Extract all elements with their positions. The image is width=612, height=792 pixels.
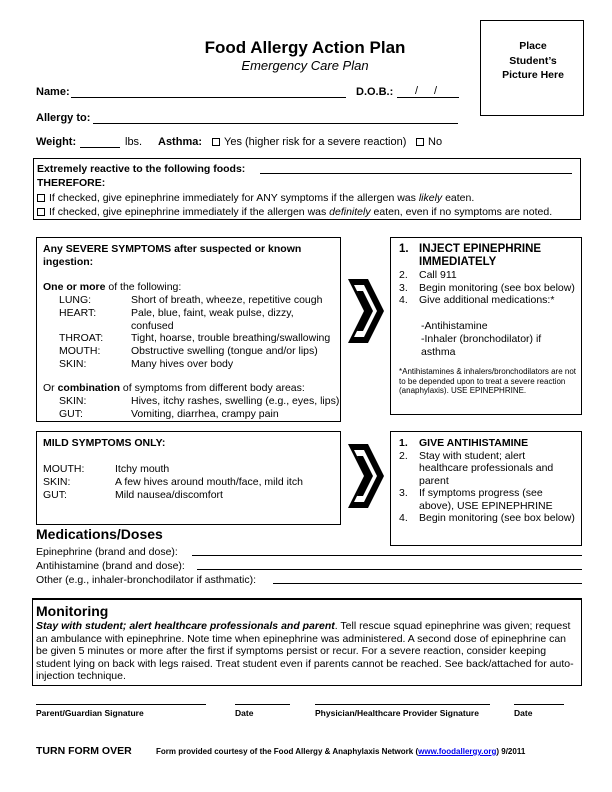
monitoring-box xyxy=(32,598,582,686)
arrow-right-icon xyxy=(344,273,388,349)
symptom-area: MOUTH: xyxy=(43,463,85,475)
one-or-more-bold: One or more xyxy=(43,281,106,293)
combination-c: of symptoms from different body areas: xyxy=(120,382,305,394)
symptom-area: GUT: xyxy=(43,489,67,501)
weight-label: Weight: xyxy=(36,136,77,148)
step-number: 2. xyxy=(399,449,408,462)
asthma-yes-option[interactable] xyxy=(212,136,406,149)
courtesy-line xyxy=(156,747,525,756)
symptom-desc: A few hives around mouth/face, mild itch xyxy=(115,476,303,488)
asthma-yes-label: Yes (higher risk for a severe reaction) xyxy=(224,136,407,148)
symptom-desc: Short of breath, wheeze, repetitive cough xyxy=(131,294,323,306)
definitely-text-b: eaten, even if no symptoms are noted. xyxy=(370,206,553,218)
symptom-desc: Pale, blue, faint, weak pulse, dizzy, confused xyxy=(131,307,294,332)
step-number: 3. xyxy=(399,281,408,294)
mild-symptoms-box xyxy=(36,431,341,525)
action-step xyxy=(399,437,575,450)
one-or-more-rest: of the following: xyxy=(105,281,182,293)
asthma-no-label: No xyxy=(428,136,443,148)
monitoring-lead: Stay with student; alert healthcare professionals and parent xyxy=(36,620,335,632)
allergy-label: Allergy to: xyxy=(36,112,91,124)
definitely-text-a: If checked, give epinephrine immediately if the allergen was xyxy=(49,206,330,218)
definitely-checkbox[interactable] xyxy=(37,208,45,216)
other-medication-label: Other (e.g., inhaler-bronchodilator if asthmatic): xyxy=(36,574,257,586)
epinephrine-label: Epinephrine (brand and dose): xyxy=(36,546,178,558)
weight-unit: lbs. xyxy=(125,136,143,148)
action-step xyxy=(399,243,575,269)
name-field[interactable] xyxy=(71,97,346,98)
action-step xyxy=(399,282,575,295)
therefore-label: THEREFORE: xyxy=(37,177,106,189)
likely-checkbox[interactable] xyxy=(37,194,45,202)
likely-text-b: eaten. xyxy=(442,192,475,204)
physician-date-label: Date xyxy=(514,708,533,718)
allergy-field[interactable] xyxy=(93,123,458,124)
action-step xyxy=(399,269,575,282)
reactive-option-likely[interactable] xyxy=(37,192,474,205)
foodallergy-link[interactable]: www.foodallergy.org xyxy=(418,747,497,756)
symptom-area: SKIN: xyxy=(59,395,87,407)
step-text: Call 911 xyxy=(419,269,457,281)
mild-action-box xyxy=(390,431,582,546)
symptom-area: GUT: xyxy=(59,408,83,420)
step-text: Begin monitoring (see box below) xyxy=(419,512,575,524)
asthma-yes-checkbox[interactable] xyxy=(212,138,220,146)
symptom-desc: Hives, itchy rashes, swelling (e.g., eyes, lips) xyxy=(131,395,340,407)
severe-action-box xyxy=(390,237,582,415)
medication-sub-1: -Antihistamine xyxy=(421,320,488,332)
symptom-area: LUNG: xyxy=(59,294,92,306)
step-text: Stay with student; alert healthcare professionals and parent xyxy=(419,449,554,487)
antihistamine-label: Antihistamine (brand and dose): xyxy=(36,560,185,572)
other-medication-field[interactable] xyxy=(273,583,582,584)
name-label: Name: xyxy=(36,86,70,98)
likely-text-a: If checked, give epinephrine immediately for ANY symptoms if the allergen was xyxy=(49,192,419,204)
symptom-desc: Mild nausea/discomfort xyxy=(115,489,223,501)
action-step xyxy=(399,512,575,525)
symptom-desc: Obstructive swelling (tongue and/or lips) xyxy=(131,345,318,357)
medications-heading: Medications/Doses xyxy=(36,526,163,542)
action-step xyxy=(399,450,575,488)
step-number: 2. xyxy=(399,269,408,281)
one-or-more-line xyxy=(43,281,181,294)
monitoring-body: . Tell rescue squad epinephrine was given; request an ambulance with epinephrine. Note time when epinephrine was administered. A second dose of epinephrine can be given 5 minutes or more after the first if symptoms persist or recur. For a severe reaction, consider keeping student lying on back with legs raised. Treat student even if parents cannot be reached. See back/attached for auto-injection technique. xyxy=(36,620,574,682)
form-subtitle: Emergency Care Plan xyxy=(241,58,369,73)
reactive-option-definitely[interactable] xyxy=(37,206,552,219)
picture-box-label: Place Student’s Picture Here xyxy=(502,40,564,81)
asthma-label: Asthma: xyxy=(158,136,203,148)
weight-field[interactable] xyxy=(80,147,120,148)
action-step xyxy=(399,487,575,512)
mild-action-steps xyxy=(399,437,575,525)
form-title: Food Allergy Action Plan xyxy=(204,38,406,57)
severe-symptoms-box xyxy=(36,237,341,422)
severe-heading: Any SEVERE SYMPTOMS after suspected or known ingestion: xyxy=(43,243,302,268)
mild-heading: MILD SYMPTOMS ONLY: xyxy=(43,437,166,449)
parent-signature-field[interactable] xyxy=(36,704,206,705)
monitoring-heading: Monitoring xyxy=(36,603,109,619)
parent-date-label: Date xyxy=(235,708,254,718)
step-text: Begin monitoring (see box below) xyxy=(419,281,575,294)
dob-field[interactable] xyxy=(397,97,459,98)
definitely-emphasis: definitely xyxy=(329,206,371,218)
parent-date-field[interactable] xyxy=(235,704,290,705)
asthma-no-checkbox[interactable] xyxy=(416,138,424,146)
step-number: 1. xyxy=(399,243,409,255)
dob-label: D.O.B.: xyxy=(356,86,394,98)
student-picture-box[interactable] xyxy=(480,20,584,116)
symptom-area: THROAT: xyxy=(59,332,104,344)
courtesy-end: ) 9/2011 xyxy=(496,747,526,756)
reactive-foods-field[interactable] xyxy=(260,173,572,174)
severe-action-steps xyxy=(399,243,575,307)
symptom-desc: Vomiting, diarrhea, crampy pain xyxy=(131,408,279,420)
reactive-foods-box xyxy=(33,158,581,220)
symptom-desc: Itchy mouth xyxy=(115,463,170,475)
asthma-no-option[interactable] xyxy=(416,136,442,149)
physician-date-field[interactable] xyxy=(514,704,564,705)
arrow-right-icon xyxy=(344,440,388,512)
parent-signature-label: Parent/Guardian Signature xyxy=(36,708,144,718)
dob-separator: / xyxy=(415,85,419,97)
physician-signature-field[interactable] xyxy=(315,704,490,705)
reactive-foods-label: Extremely reactive to the following foods: xyxy=(37,163,246,175)
symptom-desc: Tight, hoarse, trouble breathing/swallowing xyxy=(131,332,331,344)
step-text: GIVE ANTIHISTAMINE xyxy=(419,437,529,449)
step-number: 4. xyxy=(399,294,408,306)
courtesy-text: Form provided courtesy of the Food Allergy & Anaphylaxis Network ( xyxy=(156,747,419,756)
medication-sub-2: -Inhaler (bronchodilator) if asthma xyxy=(421,333,542,358)
dob-separator: / xyxy=(434,85,438,97)
antihistamine-note: *Antihistamines & inhalers/bronchodilators are not to be depended upon to treat a severe reaction (anaphylaxis). USE EPINEPHRINE. xyxy=(399,367,576,395)
step-text: If symptoms progress (see above), USE EPINEPHRINE xyxy=(419,487,553,512)
step-text: INJECT EPINEPHRINE IMMEDIATELY xyxy=(419,243,542,268)
antihistamine-field[interactable] xyxy=(197,569,582,570)
combination-a: Or xyxy=(43,382,58,394)
symptom-area: SKIN: xyxy=(43,476,71,488)
symptom-area: MOUTH: xyxy=(59,345,101,357)
step-number: 3. xyxy=(399,487,408,499)
combination-line xyxy=(43,382,305,395)
combination-bold: combination xyxy=(57,382,121,394)
turn-form-over: TURN FORM OVER xyxy=(36,745,132,757)
step-number: 1. xyxy=(399,437,408,449)
symptom-area: SKIN: xyxy=(59,358,87,370)
likely-emphasis: likely xyxy=(418,192,443,204)
symptom-desc: Many hives over body xyxy=(131,358,234,370)
action-step xyxy=(399,294,575,307)
monitoring-text xyxy=(36,620,576,683)
physician-signature-label: Physician/Healthcare Provider Signature xyxy=(315,708,479,718)
epinephrine-field[interactable] xyxy=(192,555,582,556)
symptom-area: HEART: xyxy=(59,307,97,319)
step-text: Give additional medications:* xyxy=(419,294,555,306)
step-number: 4. xyxy=(399,512,408,524)
